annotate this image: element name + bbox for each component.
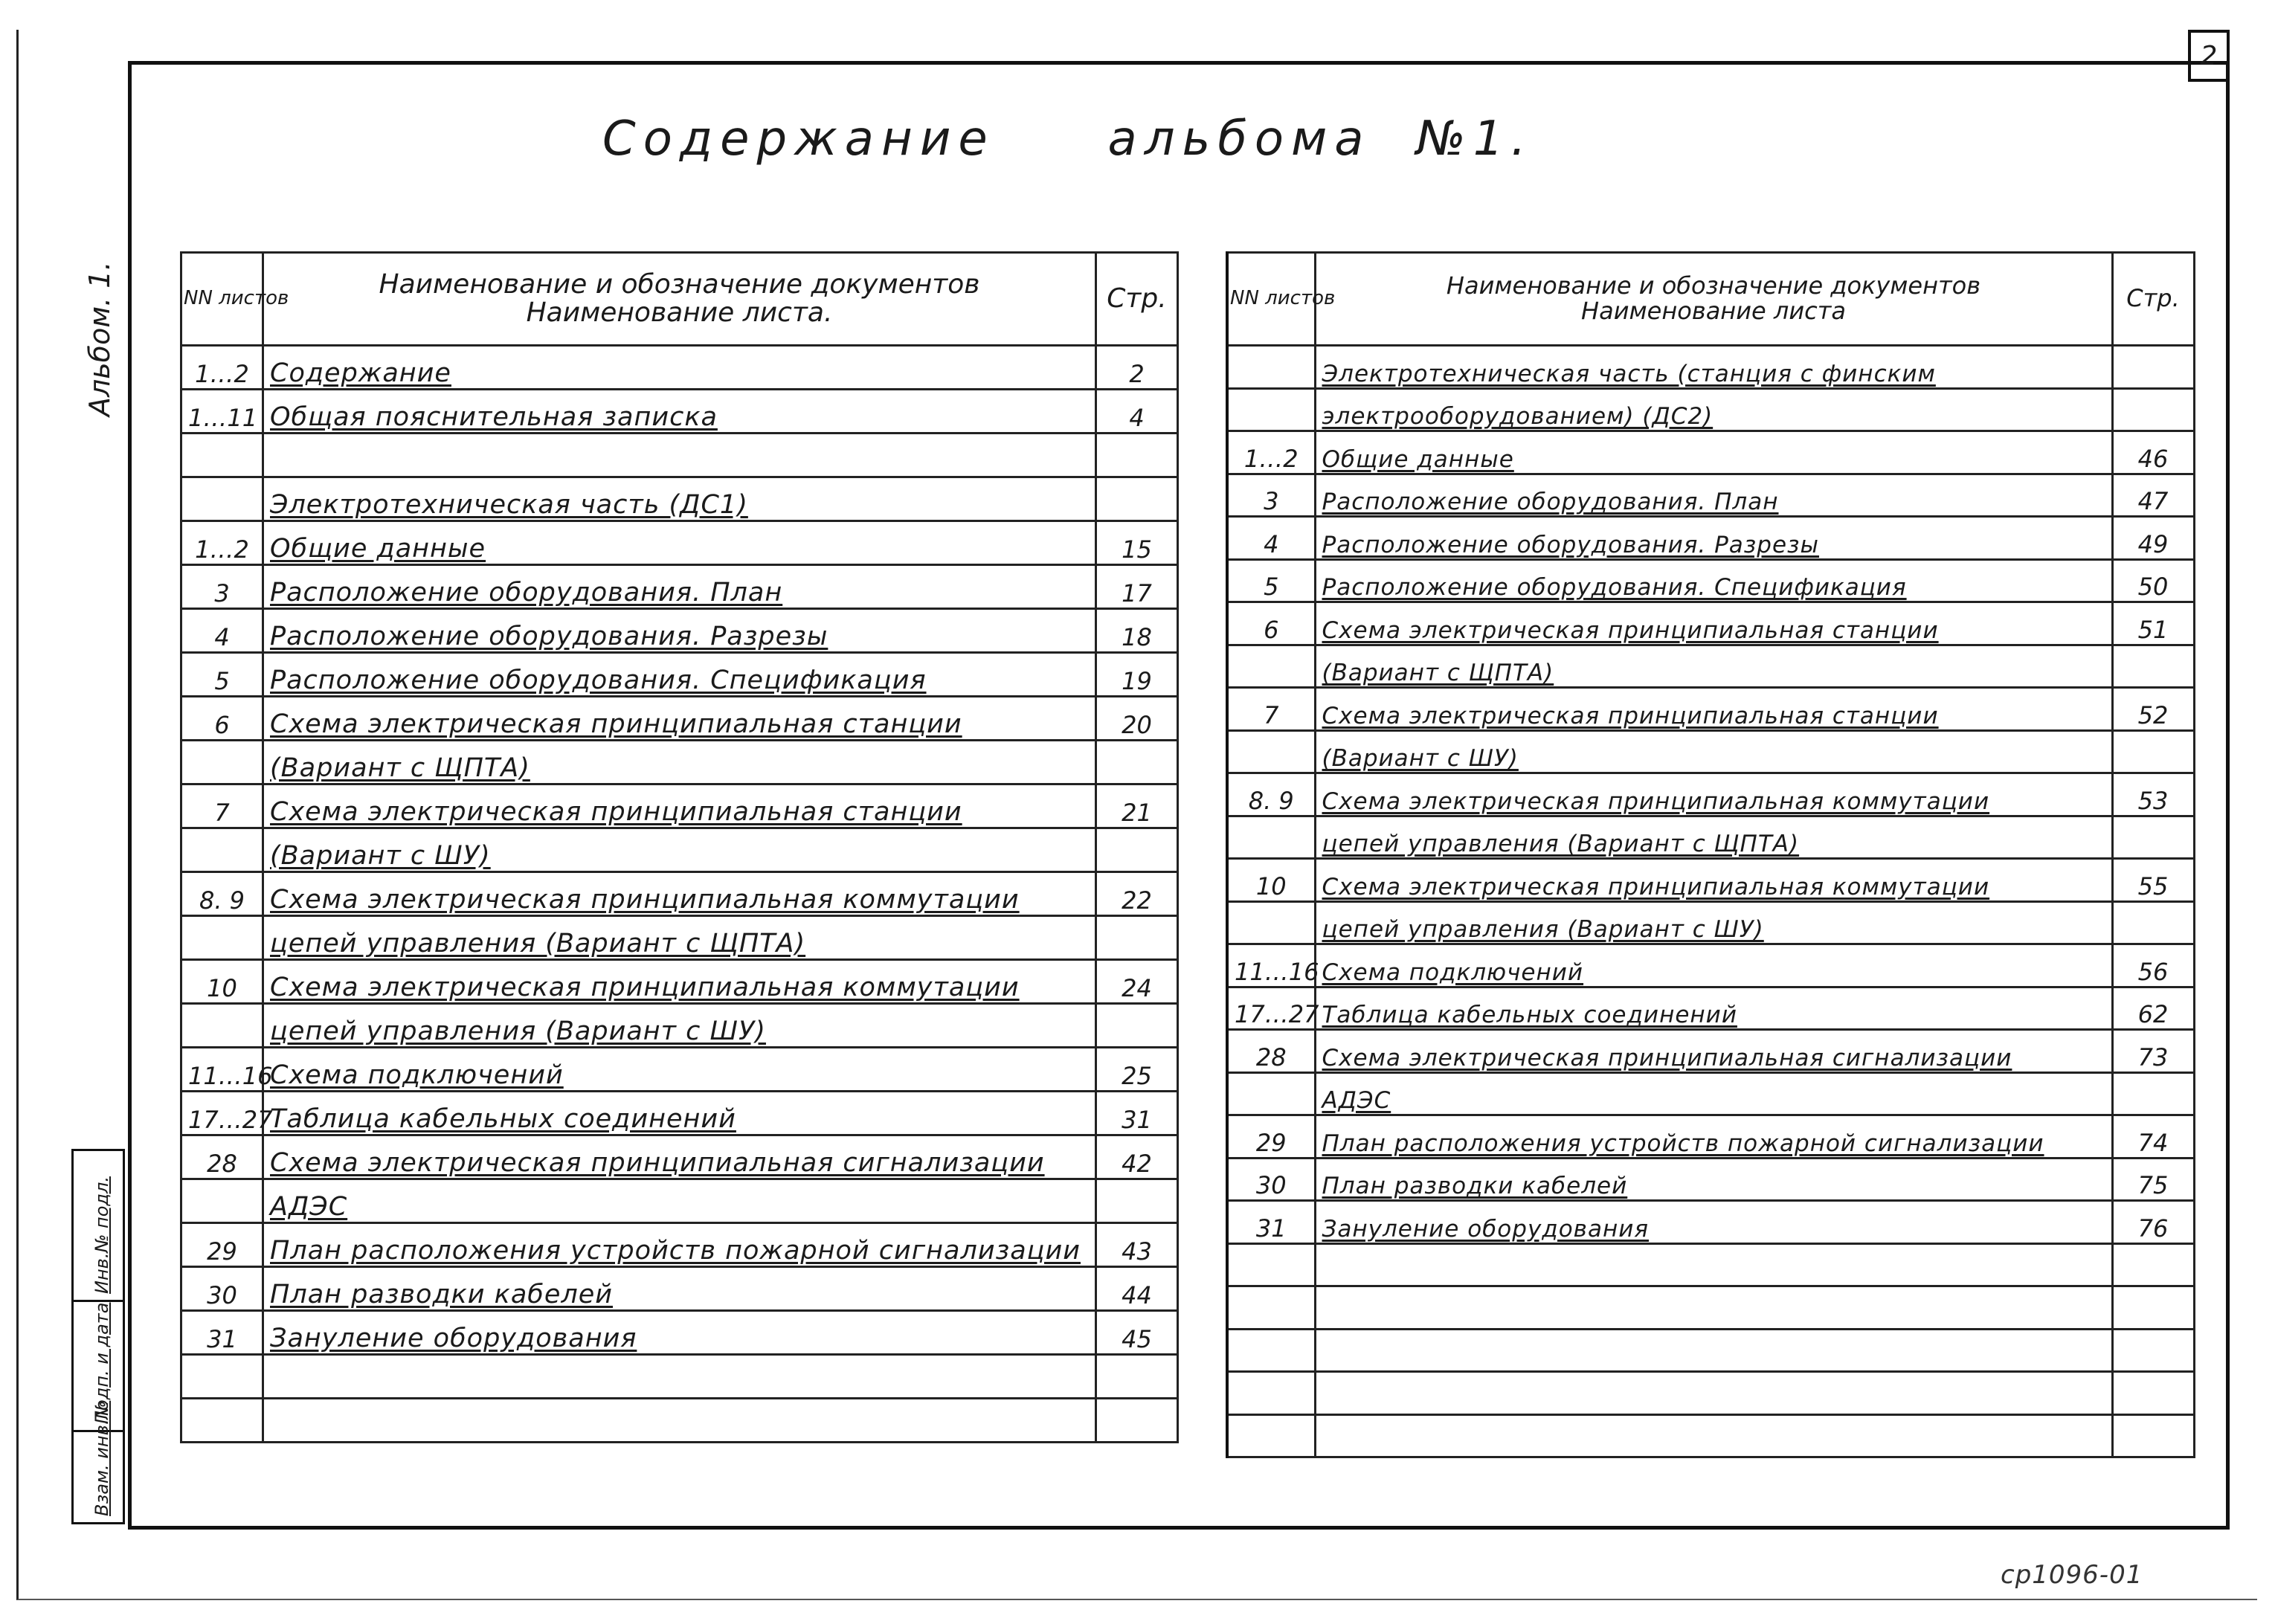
row-name: цепей управления (Вариант с ЩПТА): [263, 916, 1096, 960]
row-name: Зануление оборудования: [263, 1311, 1096, 1355]
row-page: 52: [2112, 688, 2194, 731]
stamp-podp-data-text: Подп. и дата: [91, 1302, 112, 1424]
row-page: 17: [1096, 565, 1178, 609]
contents-table-left: [180, 251, 1179, 1443]
row-page: [2112, 1329, 2194, 1372]
row-num: [181, 434, 263, 477]
row-num: 3: [181, 565, 263, 609]
left-table-body: [181, 346, 1178, 1443]
table-row: [1227, 517, 2194, 560]
row-name: [263, 1355, 1096, 1399]
row-name: Зануление оборудования: [1315, 1201, 2112, 1244]
row-num: [1227, 730, 1315, 773]
row-name: Электротехническая часть (ДС1): [263, 477, 1096, 521]
table-row: [1227, 1115, 2194, 1159]
row-name: План разводки кабелей: [263, 1267, 1096, 1311]
row-num: [1227, 1072, 1315, 1115]
row-name: [1315, 1243, 2112, 1286]
table-row: [1227, 987, 2194, 1030]
row-name: Общие данные: [263, 521, 1096, 565]
row-name: Содержание: [263, 346, 1096, 390]
table-row: [1227, 688, 2194, 731]
row-name: [1315, 1286, 2112, 1330]
row-name: Схема электрическая принципиальная коммутации: [1315, 859, 2112, 902]
table-row: [181, 916, 1178, 960]
row-num: [1227, 346, 1315, 389]
row-num: 17…27: [1227, 987, 1315, 1030]
row-num: 8. 9: [181, 872, 263, 916]
row-page: [1096, 828, 1178, 872]
row-page: 15: [1096, 521, 1178, 565]
row-name: (Вариант с ШУ): [1315, 730, 2112, 773]
row-num: 28: [181, 1135, 263, 1179]
row-page: [1096, 1355, 1178, 1399]
row-name: Схема электрическая принципиальная коммутации: [263, 872, 1096, 916]
row-num: 7: [181, 784, 263, 828]
table-row: [1227, 1286, 2194, 1330]
row-name: Таблица кабельных соединений: [263, 1092, 1096, 1135]
stamp-vzam-inv: [74, 1400, 123, 1522]
row-num: 29: [181, 1223, 263, 1267]
row-num: [181, 1399, 263, 1443]
row-name: Схема электрическая принципиальная станции: [263, 697, 1096, 741]
row-page: 44: [1096, 1267, 1178, 1311]
row-num: [1227, 1372, 1315, 1415]
stamp-inv-podl-text: Инв.№ подл.: [91, 1176, 112, 1294]
table-row: [1227, 474, 2194, 517]
row-num: [181, 916, 263, 960]
row-name: (Вариант с ЩПТА): [1315, 645, 2112, 688]
stamp-inv-podl: [74, 1151, 123, 1300]
table-row: [1227, 388, 2194, 431]
row-page: [1096, 1004, 1178, 1048]
row-num: 5: [1227, 559, 1315, 602]
table-row: [1227, 602, 2194, 645]
row-name: Схема электрическая принципиальная коммутации: [263, 960, 1096, 1004]
header-name-line1: Наименование и обозначение документов: [1446, 271, 1981, 300]
row-page: 20: [1096, 697, 1178, 741]
row-name: цепей управления (Вариант с ШУ): [263, 1004, 1096, 1048]
row-name: Схема электрическая принципиальная сигнализации: [263, 1135, 1096, 1179]
row-num: 5: [181, 653, 263, 697]
row-page: 51: [2112, 602, 2194, 645]
page-title: Содержание альбома №1.: [602, 112, 1534, 167]
row-page: [1096, 1399, 1178, 1443]
row-page: 42: [1096, 1135, 1178, 1179]
row-page: [2112, 1414, 2194, 1457]
row-num: 4: [181, 609, 263, 653]
table-row: [1227, 730, 2194, 773]
header-name: [263, 253, 1096, 346]
row-name: Расположение оборудования. Спецификация: [263, 653, 1096, 697]
table-row: [181, 477, 1178, 521]
row-page: [1096, 477, 1178, 521]
row-name: Расположение оборудования. Спецификация: [1315, 559, 2112, 602]
header-num: NN листов: [181, 253, 263, 346]
header-page: Стр.: [2112, 253, 2194, 346]
row-num: 11…16: [181, 1048, 263, 1092]
row-page: 18: [1096, 609, 1178, 653]
row-num: [1227, 1414, 1315, 1457]
table-row: [181, 1223, 1178, 1267]
table-row: [1227, 944, 2194, 987]
row-page: 55: [2112, 859, 2194, 902]
table-row: [181, 521, 1178, 565]
row-name: Схема электрическая принципиальная станции: [1315, 602, 2112, 645]
row-page: 4: [1096, 390, 1178, 434]
row-page: 56: [2112, 944, 2194, 987]
row-num: [181, 1004, 263, 1048]
row-name: (Вариант с ШУ): [263, 828, 1096, 872]
contents-table-right: [1226, 251, 2195, 1458]
table-row: [1227, 346, 2194, 389]
header-name-line2: Наименование листа: [1581, 297, 1846, 325]
row-num: 6: [1227, 602, 1315, 645]
row-name: План расположения устройств пожарной сигнализации: [263, 1223, 1096, 1267]
row-page: [1096, 741, 1178, 784]
table-row: [181, 697, 1178, 741]
header-name-line1: Наименование и обозначение документов: [379, 269, 980, 300]
row-name: Схема электрическая принципиальная станции: [1315, 688, 2112, 731]
row-page: 50: [2112, 559, 2194, 602]
table-row: [181, 1004, 1178, 1048]
table-row: [181, 872, 1178, 916]
row-num: 1…2: [181, 346, 263, 390]
row-num: [1227, 816, 1315, 859]
row-num: [181, 741, 263, 784]
row-num: [1227, 645, 1315, 688]
row-name: [1315, 1329, 2112, 1372]
row-name: Расположение оборудования. Разрезы: [263, 609, 1096, 653]
table-row: [181, 609, 1178, 653]
row-page: 73: [2112, 1030, 2194, 1073]
row-page: 2: [1096, 346, 1178, 390]
table-row: [181, 346, 1178, 390]
row-name: (Вариант с ЩПТА): [263, 741, 1096, 784]
table-row: [181, 1048, 1178, 1092]
row-name: Расположение оборудования. Разрезы: [1315, 517, 2112, 560]
row-page: 62: [2112, 987, 2194, 1030]
stamp-vzam-inv-text: Взам. инв.№: [91, 1400, 112, 1516]
row-page: [2112, 1372, 2194, 1415]
row-name: Электротехническая часть (станция с финским: [1315, 346, 2112, 389]
row-num: 28: [1227, 1030, 1315, 1073]
row-num: [1227, 1329, 1315, 1372]
approval-stamp: [71, 1149, 125, 1524]
table-row: [181, 390, 1178, 434]
table-row: [1227, 773, 2194, 816]
row-page: [2112, 1072, 2194, 1115]
row-num: 10: [1227, 859, 1315, 902]
row-page: 31: [1096, 1092, 1178, 1135]
row-num: 8. 9: [1227, 773, 1315, 816]
row-page: [1096, 1179, 1178, 1223]
table-row: [1227, 859, 2194, 902]
table-row: [181, 1135, 1178, 1179]
table-row: [181, 828, 1178, 872]
row-name: Общие данные: [1315, 431, 2112, 474]
table-row: [181, 565, 1178, 609]
row-num: 3: [1227, 474, 1315, 517]
row-num: [1227, 901, 1315, 944]
header-page: Стр.: [1096, 253, 1178, 346]
table-row: [181, 1179, 1178, 1223]
row-page: 21: [1096, 784, 1178, 828]
row-name: Расположение оборудования. План: [1315, 474, 2112, 517]
row-name: Схема электрическая принципиальная станции: [263, 784, 1096, 828]
table-row: [1227, 559, 2194, 602]
table-row: [1227, 1414, 2194, 1457]
table-row: [181, 741, 1178, 784]
row-num: 1…2: [1227, 431, 1315, 474]
table-row: [1227, 1201, 2194, 1244]
row-name: Общая пояснительная записка: [263, 390, 1096, 434]
row-num: 4: [1227, 517, 1315, 560]
table-header: [1227, 253, 2194, 346]
table-row: [181, 960, 1178, 1004]
table-row: [181, 1311, 1178, 1355]
row-page: [2112, 645, 2194, 688]
row-num: 1…2: [181, 521, 263, 565]
row-page: 47: [2112, 474, 2194, 517]
row-name: [263, 434, 1096, 477]
table-row: [181, 784, 1178, 828]
header-num: NN листов: [1227, 253, 1315, 346]
table-row: [1227, 1158, 2194, 1201]
table-row: [1227, 1243, 2194, 1286]
row-num: 31: [181, 1311, 263, 1355]
row-name: [1315, 1372, 2112, 1415]
row-name: Схема подключений: [1315, 944, 2112, 987]
table-row: [181, 1267, 1178, 1311]
row-name: Расположение оборудования. План: [263, 565, 1096, 609]
table-row: [181, 653, 1178, 697]
row-page: 76: [2112, 1201, 2194, 1244]
row-name: План разводки кабелей: [1315, 1158, 2112, 1201]
table-row: [1227, 816, 2194, 859]
row-name: цепей управления (Вариант с ЩПТА): [1315, 816, 2112, 859]
row-name: АДЭС: [263, 1179, 1096, 1223]
row-page: [2112, 901, 2194, 944]
table-row: [1227, 431, 2194, 474]
row-page: 45: [1096, 1311, 1178, 1355]
row-num: 31: [1227, 1201, 1315, 1244]
row-page: [2112, 346, 2194, 389]
row-num: [181, 477, 263, 521]
right-table-body: [1227, 346, 2194, 1457]
row-page: 19: [1096, 653, 1178, 697]
row-page: 22: [1096, 872, 1178, 916]
row-num: 30: [181, 1267, 263, 1311]
table-row: [181, 434, 1178, 477]
row-page: 49: [2112, 517, 2194, 560]
table-row: [1227, 1372, 2194, 1415]
row-page: 53: [2112, 773, 2194, 816]
sheet-number: 2: [2188, 30, 2230, 82]
row-num: [1227, 1286, 1315, 1330]
row-name: Схема электрическая принципиальная сигнализации: [1315, 1030, 2112, 1073]
row-num: [181, 1179, 263, 1223]
table-row: [181, 1355, 1178, 1399]
row-num: [1227, 1243, 1315, 1286]
row-num: 30: [1227, 1158, 1315, 1201]
table-row: [181, 1399, 1178, 1443]
row-page: [2112, 1243, 2194, 1286]
row-page: [2112, 1286, 2194, 1330]
row-page: 43: [1096, 1223, 1178, 1267]
table-header: [181, 253, 1178, 346]
header-name: [1315, 253, 2112, 346]
row-name: [1315, 1414, 2112, 1457]
row-name: План расположения устройств пожарной сигнализации: [1315, 1115, 2112, 1159]
row-num: 29: [1227, 1115, 1315, 1159]
row-num: [181, 1355, 263, 1399]
album-side-label: Альбом. 1.: [83, 261, 116, 416]
table-row: [1227, 1329, 2194, 1372]
table-row: [1227, 1072, 2194, 1115]
row-page: [2112, 388, 2194, 431]
table-row: [1227, 1030, 2194, 1073]
row-name: цепей управления (Вариант с ШУ): [1315, 901, 2112, 944]
row-num: 6: [181, 697, 263, 741]
row-name: Схема электрическая принципиальная коммутации: [1315, 773, 2112, 816]
header-name-line2: Наименование листа.: [526, 297, 833, 328]
row-num: [1227, 388, 1315, 431]
row-name: [263, 1399, 1096, 1443]
row-num: 1…11: [181, 390, 263, 434]
row-page: 75: [2112, 1158, 2194, 1201]
row-page: [2112, 816, 2194, 859]
row-page: 25: [1096, 1048, 1178, 1092]
row-page: [1096, 434, 1178, 477]
table-row: [1227, 645, 2194, 688]
row-num: 17…27: [181, 1092, 263, 1135]
row-name: Таблица кабельных соединений: [1315, 987, 2112, 1030]
row-page: 74: [2112, 1115, 2194, 1159]
row-num: 10: [181, 960, 263, 1004]
table-row: [181, 1092, 1178, 1135]
row-num: 11…16: [1227, 944, 1315, 987]
row-name: Схема подключений: [263, 1048, 1096, 1092]
row-name: электрооборудованием) (ДС2): [1315, 388, 2112, 431]
row-num: 7: [1227, 688, 1315, 731]
table-row: [1227, 901, 2194, 944]
row-num: [181, 828, 263, 872]
row-page: 46: [2112, 431, 2194, 474]
row-page: 24: [1096, 960, 1178, 1004]
row-page: [1096, 916, 1178, 960]
row-page: [2112, 730, 2194, 773]
drawing-code: ср1096-01: [2001, 1560, 2143, 1590]
row-name: АДЭС: [1315, 1072, 2112, 1115]
